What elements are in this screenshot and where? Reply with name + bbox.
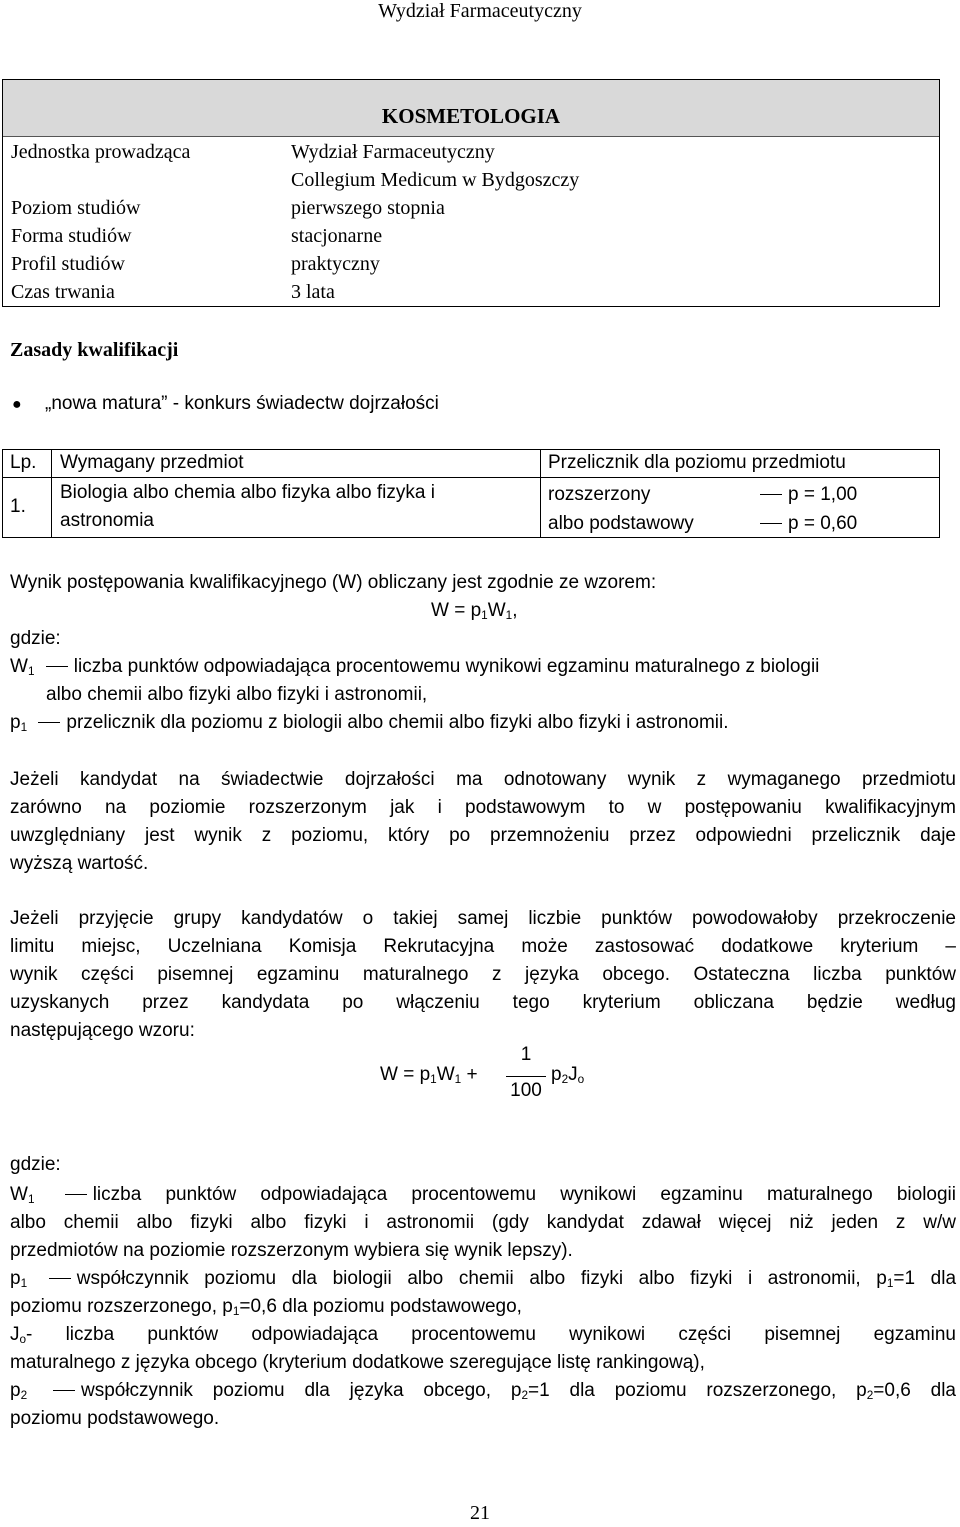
- program-title: KOSMETOLOGIA: [381, 104, 561, 128]
- table-header-lp: Lp.: [10, 452, 37, 473]
- qualification-bullet-text: „nowa matura” - konkurs świadectw dojrzałości: [45, 393, 439, 414]
- table-cell-value-basic: p = 0,60: [760, 513, 857, 535]
- formula1-w1-definition-cont: albo chemii albo fizyki albo fizyki i astronomii,: [46, 684, 428, 705]
- info-value-unit-2: Collegium Medicum w Bydgoszczy: [291, 169, 580, 191]
- formula1-equation: $W = p_1W_1$,: [431, 600, 518, 622]
- info-value-unit: Wydział Farmaceutyczny: [291, 141, 495, 163]
- info-value-form: stacjonarne: [291, 225, 383, 247]
- paragraph-additional-criterion: Jeżeli przyjęcie grupy kandydatów o takiej samej liczbie punktów powodowałoby przekroczenie limitu miejsc, Uczelniana Komisja Rekrutacyjna może zastosować dodatkowe kryterium – wynik części pisemnej egzaminu maturalnego z języka obcego. Ostateczna liczba punktów uzyskanych przez kandydata po włączeniu tego kryterium obliczana będzie według następującego wzoru:: [10, 908, 956, 1041]
- dash-icon: [49, 1278, 71, 1279]
- info-label-form: Forma studiów: [11, 225, 132, 247]
- formula1-gdzie: gdzie:: [10, 628, 61, 649]
- formula2-fraction-bar: [506, 1076, 546, 1077]
- table-cell-level-extended: rozszerzony: [548, 484, 651, 505]
- formula1-w1-definition: $W_1$ liczba punktów odpowiadająca procentowemu wynikowi egzaminu maturalnego z biologii: [10, 656, 820, 678]
- info-label-duration: Czas trwania: [11, 281, 115, 303]
- table-cell-lp: 1.: [10, 496, 26, 517]
- bullet-icon: ●: [12, 396, 22, 413]
- program-title-bar: [3, 80, 939, 137]
- program-info-box: [2, 79, 940, 307]
- dash-icon: [46, 666, 68, 667]
- definitions-gdzie: gdzie:: [10, 1154, 61, 1175]
- table-cell-subject-line1: Biologia albo chemia albo fizyka albo fizyka i: [60, 482, 435, 503]
- info-label-profile: Profil studiów: [11, 253, 125, 275]
- info-value-duration: 3 lata: [291, 281, 335, 303]
- info-label-level: Poziom studiów: [11, 197, 141, 219]
- dash-icon: [38, 722, 60, 723]
- dash-icon: [760, 494, 782, 495]
- dash-icon: [53, 1390, 75, 1391]
- definition-p2: $p_2$ współczynnik poziomu dla języka obcego, $p_2=1$ dla poziomu rozszerzonego, $p_2=0,6$ dla poziomu podstawowego.: [10, 1380, 957, 1429]
- page-number: 21: [470, 1502, 490, 1524]
- running-header: Wydział Farmaceutyczny: [378, 0, 582, 22]
- table-cell-subject-line2: astronomia: [60, 510, 154, 531]
- definition-p1: $p_1$ współczynnik poziomu dla biologii albo chemii albo fizyki albo fizyki i astronomii, $p_1=1$ dla poziomu rozszerzonego, $p_1=0,6$ dla poziomu podstawowego,: [10, 1268, 957, 1318]
- table-header-subject: Wymagany przedmiot: [60, 452, 244, 473]
- qualification-heading: Zasady kwalifikacji: [10, 339, 179, 361]
- table-header-multiplier: Przelicznik dla poziomu przedmiotu: [548, 452, 846, 473]
- requirement-table: [2, 449, 940, 538]
- formula2-denominator: 100: [510, 1080, 542, 1101]
- table-cell-level-basic: albo podstawowy: [548, 513, 694, 534]
- table-cell-value-extended: p = 1,00: [760, 484, 857, 506]
- formula1-intro: Wynik postępowania kwalifikacyjnego (W) obliczany jest zgodnie ze wzorem:: [10, 572, 657, 593]
- info-label-unit: Jednostka prowadząca: [11, 141, 191, 163]
- formula2-right: $p_2J_o$: [551, 1064, 585, 1086]
- formula1-p1-definition: $p_1$ przelicznik dla poziomu z biologii albo chemii albo fizyki albo fizyki i astronomii.: [10, 712, 729, 734]
- dash-icon: [760, 523, 782, 524]
- formula2-left: $W = p_1W_1$ +: [380, 1064, 478, 1086]
- definition-w1: $W_1$ liczba punktów odpowiadająca procentowemu wynikowi egzaminu maturalnego biologii albo chemii albo fizyki albo fizyki i astronomii (gdy kandydat zdawał więcej niż jeden z w/w przedmiotów na poziomie rozszerzonym wybiera się wynik lepszy).: [10, 1184, 956, 1261]
- paragraph-higher-result: Jeżeli kandydat na świadectwie dojrzałości ma odnotowany wynik z wymaganego przedmiotu zarówno na poziomie rozszerzonym jak i podstawowym to w postępowaniu kwalifikacyjnym uwzględniany jest wynik z poziomu, który po przemnożeniu przez odpowiedni przelicznik daje wyższą wartość.: [10, 769, 956, 874]
- definition-jo: $J_o-$ liczba punktów odpowiadająca procentowemu wynikowi części pisemnej egzaminu maturalnego z języka obcego (kryterium dodatkowe szeregujące listę rankingową),: [10, 1324, 956, 1373]
- info-value-level: pierwszego stopnia: [291, 197, 445, 219]
- dash-icon: [65, 1194, 87, 1195]
- info-value-profile: praktyczny: [291, 253, 380, 275]
- formula2-numerator: 1: [520, 1044, 532, 1065]
